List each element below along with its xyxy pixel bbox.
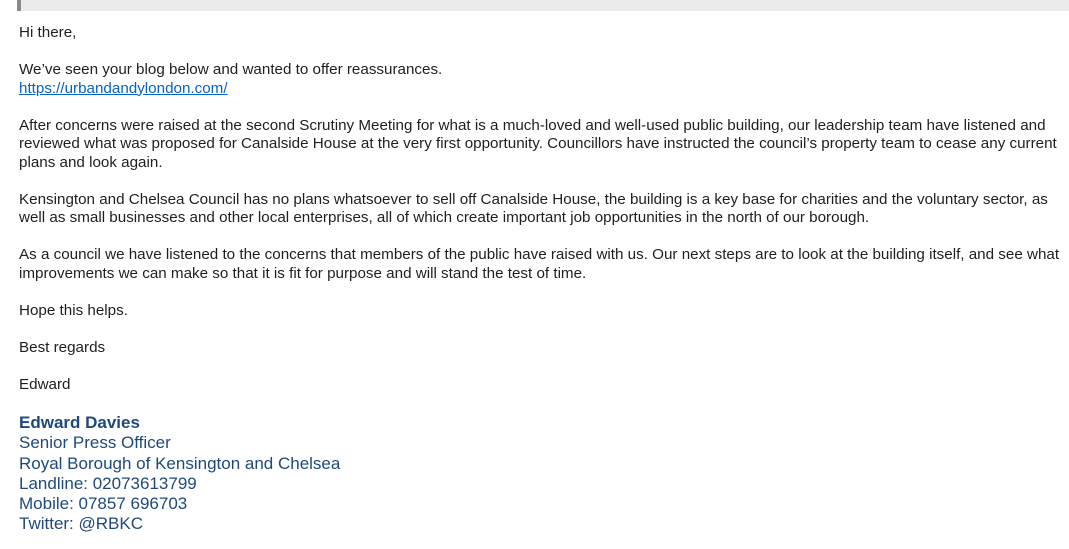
paragraph-scrutiny: After concerns were raised at the second Scrutiny Meeting for what is a much-loved and well-used public building, our leadership team have listened and reviewed what was proposed for Canalside House at the very first opportunity. Councillors have instructed the council’s property team to cease any current plans and look again. (19, 116, 1057, 171)
signature-title: Senior Press Officer (19, 433, 171, 453)
intro-block (19, 61, 1065, 98)
email-signature (19, 413, 340, 535)
intro-text: We’ve seen your blog below and wanted to offer reassurances. (19, 61, 443, 78)
signature-twitter: Twitter: @RBKC (19, 514, 143, 534)
greeting: Hi there, (19, 24, 77, 41)
closing-regards: Best regards (19, 338, 106, 356)
paragraph-next-steps: As a council we have listened to the concerns that members of the public have raised with us. Our next steps are to look at the building itself, and see what improvements we can make so that it is fit for purpose and will stand the test of time. (19, 246, 1060, 282)
signature-mobile: Mobile: 07857 696703 (19, 494, 188, 514)
blog-link[interactable]: https://urbandandylondon.com/ (19, 79, 228, 97)
signature-landline: Landline: 02073613799 (19, 473, 197, 493)
closing-hope: Hope this helps. (19, 301, 128, 319)
email-body (19, 24, 1065, 413)
signature-name: Edward Davies (19, 413, 140, 432)
signature-organization: Royal Borough of Kensington and Chelsea (19, 453, 341, 473)
sender-first-name: Edward (19, 375, 71, 393)
quoted-header-strip (17, 0, 1069, 11)
paragraph-no-sale: Kensington and Chelsea Council has no plans whatsoever to sell off Canalside House, the building is a key base for charities and the voluntary sector, as well as small businesses and other local enterprises, all of which create important job opportunities in the north of our borough. (19, 190, 1048, 226)
